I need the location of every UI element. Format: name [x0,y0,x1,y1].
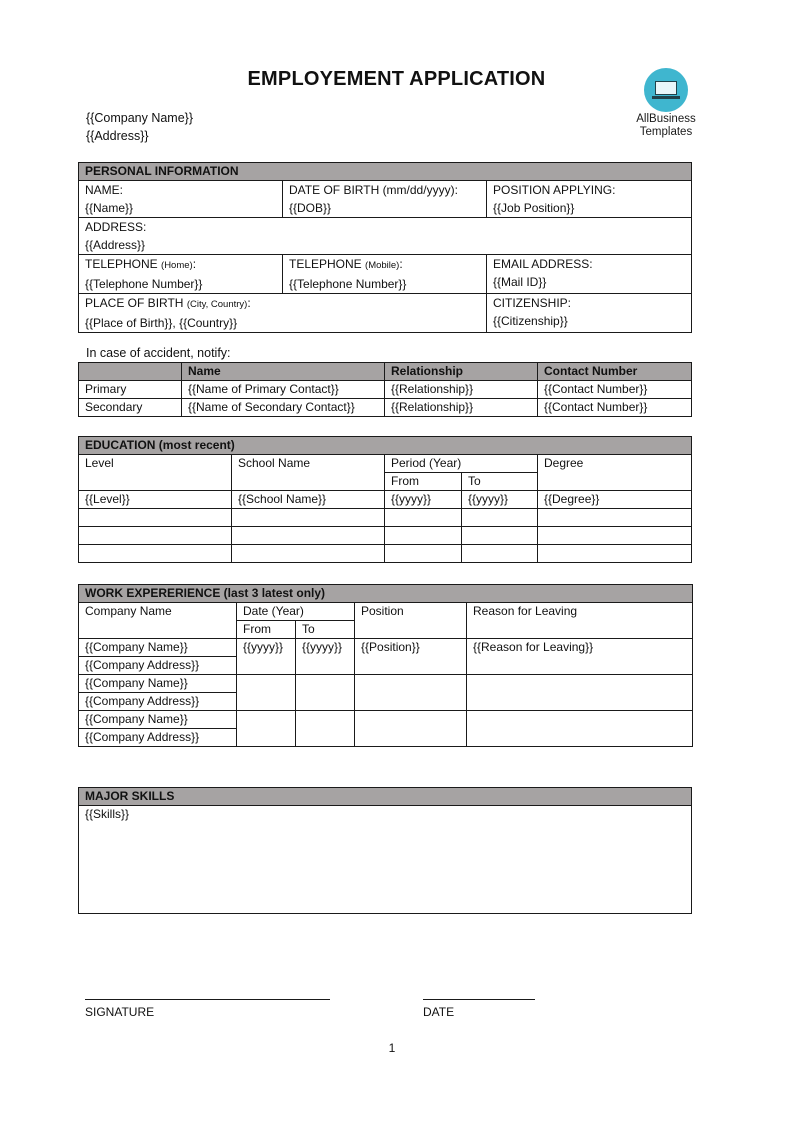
work-experience-table [78,584,693,747]
work-position[interactable]: {{Position}} [355,639,467,675]
page-title: EMPLOYEMENT APPLICATION [247,68,546,90]
work-to[interactable] [296,711,355,747]
work-company-name[interactable]: {{Company Name}} [79,675,237,693]
emergency-contact-table [78,362,692,417]
emergency-col-contact: Contact Number [538,363,692,381]
education-from[interactable]: {{yyyy}} [385,491,462,509]
place-of-birth-field[interactable]: PLACE OF BIRTH (City, Country): {{Place of Birth}}, {{Country}} [79,294,487,333]
work-position[interactable] [355,675,467,711]
emergency-col-name: Name [182,363,385,381]
education-cell[interactable] [232,509,385,527]
work-company-name[interactable]: {{Company Name}} [79,711,237,729]
education-cell[interactable] [462,509,538,527]
education-cell[interactable] [232,545,385,563]
signature-label: SIGNATURE [85,1005,155,1019]
education-cell[interactable] [462,545,538,563]
work-col-from: From [237,621,296,639]
education-col-period: Period (Year) [385,455,538,473]
emergency-name[interactable]: {{Name of Primary Contact}} [182,381,385,399]
work-experience-header: WORK EXPERERIENCE (last 3 latest only) [79,585,693,603]
education-cell[interactable] [79,509,232,527]
education-degree[interactable]: {{Degree}} [538,491,692,509]
personal-information-header: PERSONAL INFORMATION [79,163,692,181]
emergency-contact-number[interactable]: {{Contact Number}} [538,399,692,417]
emergency-name[interactable]: {{Name of Secondary Contact}} [182,399,385,417]
date-line[interactable] [423,999,535,1000]
skills-field[interactable]: {{Skills}} [79,806,692,914]
education-row [79,509,692,527]
emergency-row-primary [79,381,692,399]
logo-text: AllBusiness Templates [636,113,696,138]
work-entry-1 [79,639,693,657]
work-col-reason: Reason for Leaving [467,603,693,639]
education-level[interactable]: {{Level}} [79,491,232,509]
emergency-type: Secondary [79,399,182,417]
name-field[interactable]: NAME: {{Name}} [79,181,283,218]
education-col-school: School Name [232,455,385,491]
telephone-home-field[interactable]: TELEPHONE (Home): {{Telephone Number}} [79,255,283,294]
work-company-address[interactable]: {{Company Address}} [79,729,237,747]
work-entry-2 [79,675,693,693]
date-label: DATE [423,1005,455,1019]
education-row [79,527,692,545]
allbusiness-logo [633,68,699,139]
work-reason[interactable]: {{Reason for Leaving}} [467,639,693,675]
work-col-company: Company Name [79,603,237,639]
work-company-address[interactable]: {{Company Address}} [79,693,237,711]
work-company-name[interactable]: {{Company Name}} [79,639,237,657]
emergency-col-blank [79,363,182,381]
work-from[interactable] [237,675,296,711]
email-field[interactable]: EMAIL ADDRESS: {{Mail ID}} [487,255,692,294]
education-table [78,436,692,563]
company-name: {{Company Name}} [86,111,194,125]
emergency-relationship[interactable]: {{Relationship}} [385,381,538,399]
emergency-intro: In case of accident, notify: [86,346,231,360]
work-reason[interactable] [467,675,693,711]
education-header: EDUCATION (most recent) [79,437,692,455]
emergency-type: Primary [79,381,182,399]
emergency-row-secondary [79,399,692,417]
major-skills-table [78,787,692,914]
work-to[interactable]: {{yyyy}} [296,639,355,675]
personal-information-table [78,162,692,333]
education-cell[interactable] [232,527,385,545]
education-cell[interactable] [385,509,462,527]
citizenship-field[interactable]: CITIZENSHIP: {{Citizenship}} [487,294,692,333]
education-col-degree: Degree [538,455,692,491]
work-entry-3 [79,711,693,729]
education-row [79,545,692,563]
work-to[interactable] [296,675,355,711]
education-cell[interactable] [385,527,462,545]
work-col-date: Date (Year) [237,603,355,621]
position-applying-field[interactable]: POSITION APPLYING: {{Job Position}} [487,181,692,218]
work-company-address[interactable]: {{Company Address}} [79,657,237,675]
work-reason[interactable] [467,711,693,747]
work-from[interactable] [237,711,296,747]
emergency-contact-number[interactable]: {{Contact Number}} [538,381,692,399]
address-field[interactable]: ADDRESS: {{Address}} [79,218,692,255]
emergency-relationship[interactable]: {{Relationship}} [385,399,538,417]
education-cell[interactable] [462,527,538,545]
education-row [79,491,692,509]
work-from[interactable]: {{yyyy}} [237,639,296,675]
emergency-col-relationship: Relationship [385,363,538,381]
page-number: 1 [388,1041,396,1055]
education-cell[interactable] [79,545,232,563]
education-cell[interactable] [385,545,462,563]
education-cell[interactable] [538,545,692,563]
company-block [86,109,193,145]
company-address: {{Address}} [86,129,149,143]
major-skills-header: MAJOR SKILLS [79,788,692,806]
education-col-level: Level [79,455,232,491]
telephone-mobile-field[interactable]: TELEPHONE (Mobile): {{Telephone Number}} [283,255,487,294]
work-col-position: Position [355,603,467,639]
education-col-to: To [462,473,538,491]
education-col-from: From [385,473,462,491]
education-to[interactable]: {{yyyy}} [462,491,538,509]
education-school[interactable]: {{School Name}} [232,491,385,509]
laptop-icon [644,68,688,112]
work-col-to: To [296,621,355,639]
education-cell[interactable] [538,527,692,545]
dob-field[interactable]: DATE OF BIRTH (mm/dd/yyyy): {{DOB}} [283,181,487,218]
signature-line[interactable] [85,999,330,1000]
education-cell[interactable] [79,527,232,545]
education-cell[interactable] [538,509,692,527]
work-position[interactable] [355,711,467,747]
